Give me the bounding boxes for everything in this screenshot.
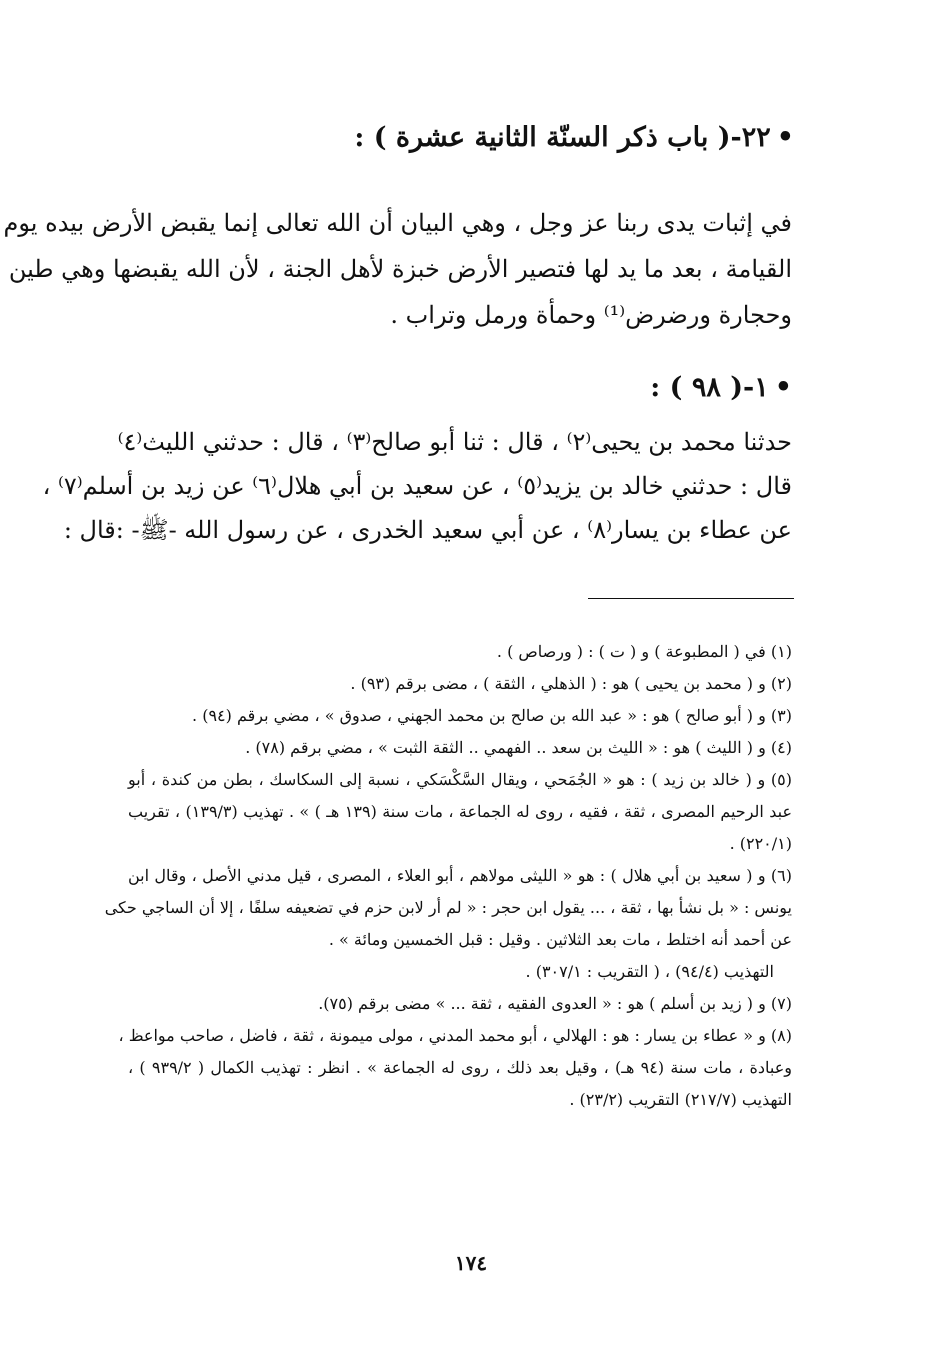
footnote-line: (٥) و ( خالد بن زيد ) : هو « الجُمَحي ، ويقال السَّكْسَكي ، نسبة إلى السكاسك ، بطن من كندة ، أبو <box>128 770 792 789</box>
hadith-line: حدثنا محمد بن يحيى⁽٢⁾ ، قال : ثنا أبو صالح⁽٣⁾ ، قال : حدثني الليث⁽٤⁾ <box>117 428 792 456</box>
hadith-number-heading <box>392 372 792 403</box>
section-heading <box>134 122 794 153</box>
footnotes <box>104 636 793 1116</box>
hadith-line: عن عطاء بن يسار⁽٨⁾ ، عن أبي سعيد الخدرى ، عن رسول الله -ﷺ- :قال : <box>63 516 792 544</box>
footnote-line: (٤) و ( الليث ) هو : « الليث بن سعد .. الفهمي .. الثقة الثبت » ، مضي برقم (٧٨) . <box>245 738 792 757</box>
footnote-line: عن أحمد أنه اختلط ، مات بعد الثلاثين . وقيل : قبل الخمسين ومائة » . <box>328 930 792 949</box>
footnote-line: التهذيب (٢١٧/٧) التقريب (٢٣/٢) . <box>569 1090 792 1109</box>
footnote-line: (١) في ( المطبوعة ) و ( ت ) : ( ورصاص ) . <box>496 642 792 661</box>
intro-line: القيامة ، بعد ما يد لها فتصير الأرض خبزة لأهل الجنة ، لأن الله يقبضها وهي طين <box>8 255 792 283</box>
footnote-line: (٨) و « عطاء بن يسار : هو : الهلالي ، أبو محمد المدني ، مولى ميمونة ، ثقة ، فاضل ، صاحب مواعظ ، <box>118 1026 792 1045</box>
footnote-line: التهذيب (٩٤/٤) ، ( التقريب : ٣٠٧/١) . <box>525 962 774 981</box>
intro-line: وحجارة ورضرض⁽¹⁾ وحمأة ورمل وتراب . <box>390 301 792 329</box>
footnote-line: (٣) و ( أبو صالح ) هو : « عبد الله بن صالح بن محمد الجهني ، صدوق » ، مضي برقم (٩٤) . <box>192 706 792 725</box>
footnote-line: عبد الرحيم المصرى ، ثقة ، فقيه ، روى له الجماعة ، مات سنة (١٣٩ هـ ) » . تهذيب (١٣٩/٣) ، تقريب <box>128 802 793 821</box>
footnote-line: (٢٢٠/١) . <box>729 834 792 853</box>
footnote-line: (٦) و ( سعيد بن أبي هلال ) : هو « الليثى مولاهم ، أبو العلاء ، المصرى ، قيل مدني الأصل ، وقال ابن <box>128 866 792 885</box>
intro-line: في إثبات يدى ربنا عز وجل ، وهي البيان أن الله تعالى إنما يقبض الأرض بيده يوم <box>3 209 792 237</box>
footnote-line: (٢) و ( محمد بن يحيى ) هو : ( الذهلي ، الثقة ) ، مضى برقم (٩٣) . <box>350 674 792 693</box>
footnote-line: وعبادة ، مات سنة (٩٤ هـ) ، وقيل بعد ذلك ، روى له الجماعة » . انظر : تهذيب الكمال ( ٩٣٩/٢ ) ، <box>128 1058 793 1077</box>
hadith-chain-paragraph <box>42 420 792 552</box>
footnote-line: يونس : « بل نشأ بها ، ثقة ، ... يقول ابن حجر : « لم أر لابن حزم في تضعيفه سلفًا ، إلا أن الساجي حكى <box>104 898 792 917</box>
subheading-bullet: • <box>774 372 792 403</box>
heading-text: ٢٢-( باب ذكر السنّة الثانية عشرة ) : <box>354 122 771 153</box>
hadith-line: قال : حدثني خالد بن يزيد⁽٥⁾ ، عن سعيد بن أبي هلال⁽٦⁾ عن زيد بن أسلم⁽٧⁾ ، <box>42 472 792 500</box>
heading-bullet: • <box>776 122 794 153</box>
page-number: ١٧٤ <box>454 1251 488 1275</box>
intro-paragraph <box>3 200 792 338</box>
footnote-separator <box>588 598 794 599</box>
subheading-text: ١-( ٩٨ ) : <box>650 372 769 403</box>
footnote-line: (٧) و ( زيد بن أسلم ) هو : « العدوى الفقيه ، ثقة ... » مضى برقم (٧٥). <box>318 994 792 1013</box>
